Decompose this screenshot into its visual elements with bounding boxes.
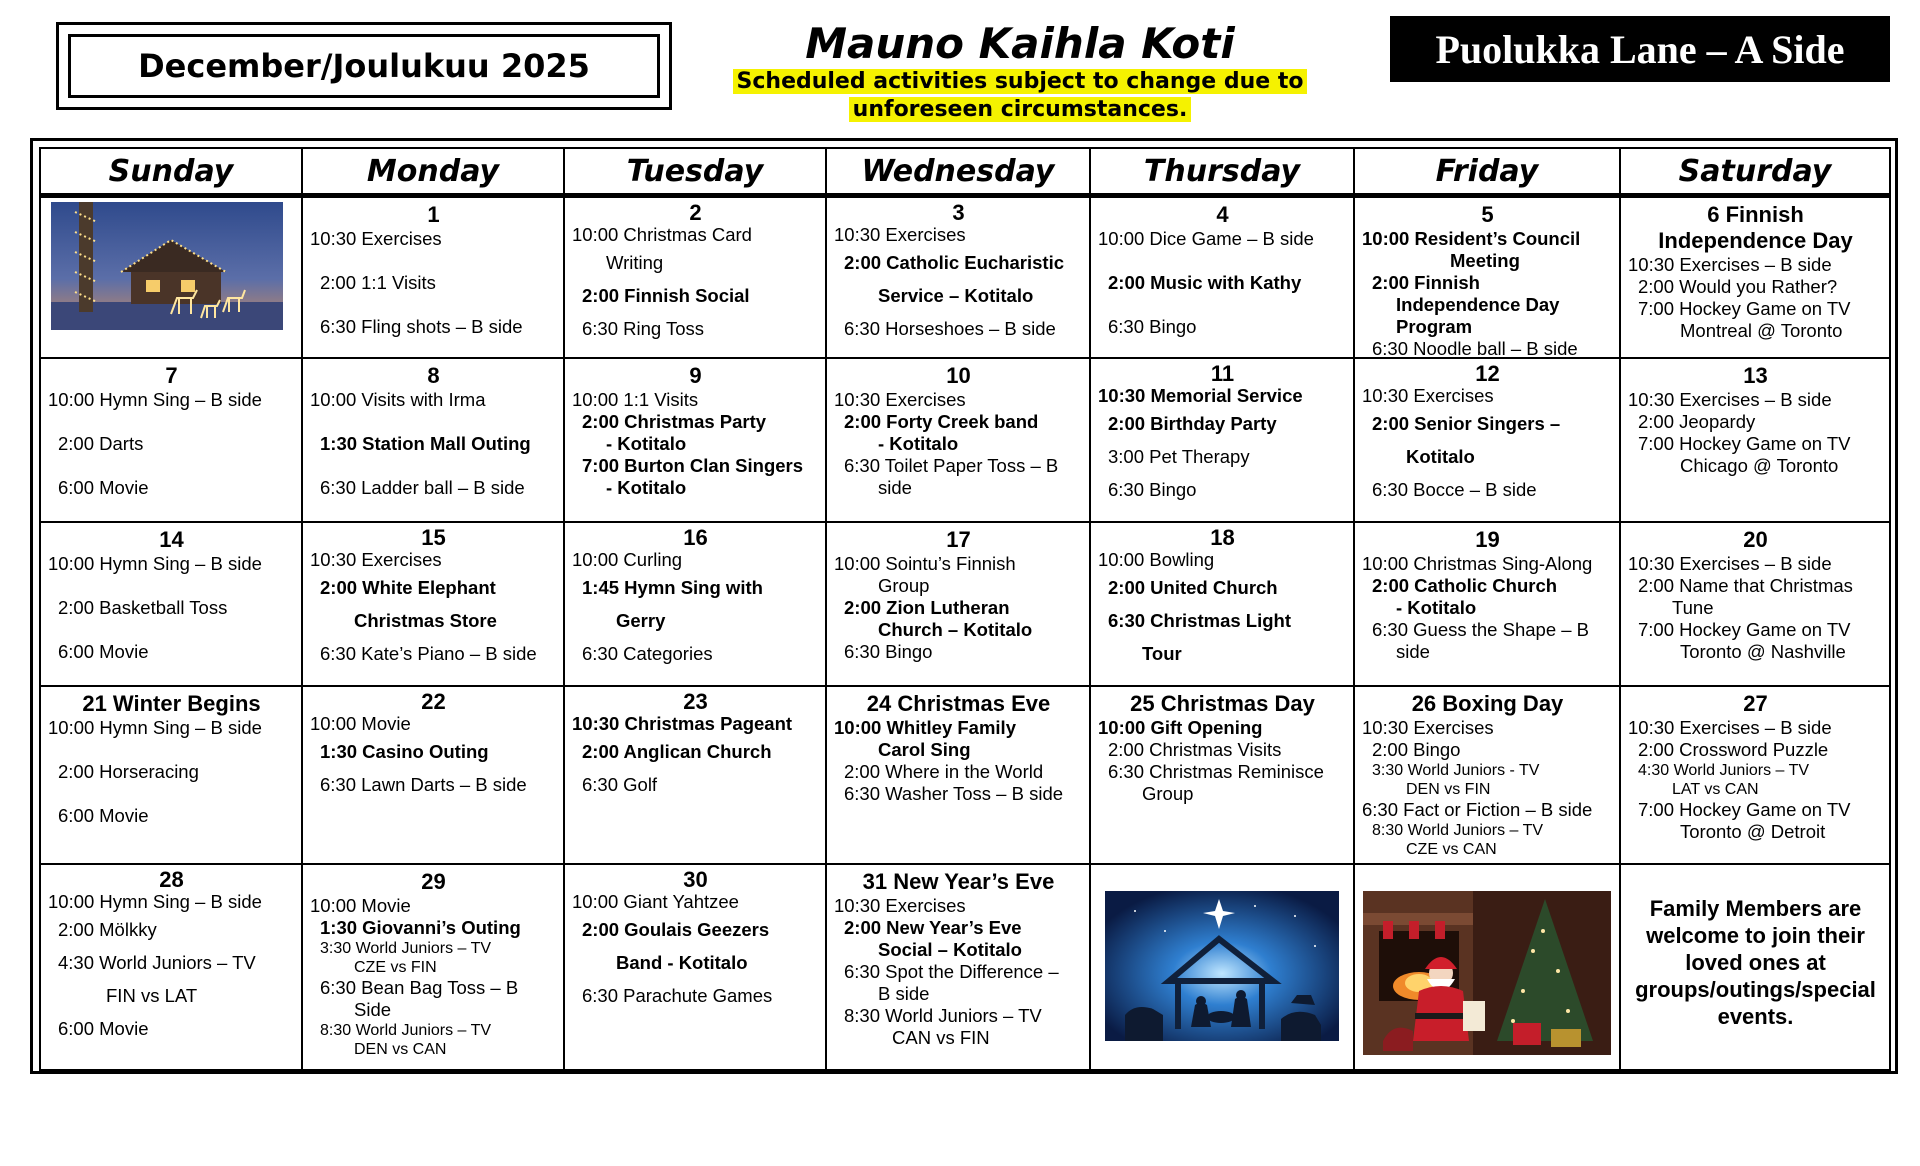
activity: 7:00 Burton Clan Singers (582, 455, 804, 476)
activity: 2:00 Goulais Geezers (582, 919, 770, 940)
activity: Band - Kotitalo (616, 952, 748, 973)
activity: 2:00 Forty Creek band (844, 411, 1039, 432)
activity: 2:00 Name that Christmas (1638, 575, 1853, 596)
day-number: 27 (1743, 691, 1768, 716)
activity: 6:30 Christmas Reminisce (1108, 761, 1324, 782)
activity: Montreal @ Toronto (1680, 320, 1843, 341)
day-number: 16 (683, 525, 708, 550)
day-number: 28 (159, 867, 184, 892)
day-cell-31 (825, 863, 1091, 1071)
activity: - Kotitalo (878, 433, 959, 454)
activity: 10:00 Resident’s Council (1362, 228, 1581, 249)
activity: Carol Sing (878, 739, 971, 760)
activity: 10:30 Exercises – B side (1628, 254, 1832, 275)
activity: 6:30 Categories (582, 643, 713, 664)
activity: Independence Day (1396, 294, 1560, 315)
activity: 6:00 Movie (58, 641, 149, 662)
day-cell-15 (301, 521, 565, 687)
activity: 7:00 Hockey Game on TV (1638, 433, 1851, 454)
day-cell-13 (1619, 357, 1891, 523)
activity: CZE vs FIN (354, 959, 437, 976)
day-number: 30 (683, 867, 708, 892)
activity: Toronto @ Nashville (1680, 641, 1846, 662)
day-cell-23 (563, 685, 827, 865)
day-cell-10 (825, 357, 1091, 523)
day-cell-26 (1353, 685, 1621, 865)
activity: Program (1396, 316, 1473, 337)
activity: Christmas Store (354, 610, 497, 631)
activity: 10:30 Exercises (834, 895, 966, 916)
day-cell-29 (301, 863, 565, 1071)
day-number: 15 (421, 525, 446, 550)
day-cell-19 (1353, 521, 1621, 687)
activity: 6:30 Horseshoes – B side (844, 318, 1056, 339)
activity: 6:30 Bingo (1108, 316, 1197, 337)
cell-empty-house-image (39, 193, 303, 359)
activity: 10:30 Memorial Service (1098, 385, 1303, 406)
activity: CAN vs FIN (892, 1027, 990, 1048)
activity: 10:00 Movie (310, 713, 411, 734)
activity: 3:30 World Juniors - TV (1372, 762, 1540, 779)
cell-santa (1353, 863, 1621, 1071)
day-number: 29 (421, 869, 446, 894)
activity: 8:30 World Juniors – TV (1372, 822, 1544, 839)
side-label: Puolukka Lane – A Side (1390, 16, 1890, 82)
activity: 10:30 Exercises (1362, 717, 1494, 738)
calendar-grid (40, 148, 1888, 1064)
day-number: 18 (1210, 525, 1235, 550)
day-cell-2 (563, 193, 827, 359)
day-number: 7 (165, 363, 178, 388)
activity: 6:30 Parachute Games (582, 985, 773, 1006)
activity: 10:00 Gift Opening (1098, 717, 1263, 738)
day-number: 17 (946, 527, 971, 552)
activity: 2:00 United Church (1108, 577, 1278, 598)
header-center (700, 20, 1340, 124)
day-header-wednesday: Wednesday (825, 147, 1091, 195)
activity: 10:00 Hymn Sing – B side (48, 553, 262, 574)
activity: 10:00 1:1 Visits (572, 389, 699, 410)
activity: Church – Kotitalo (878, 619, 1033, 640)
activity: 10:00 Christmas Sing-Along (1362, 553, 1593, 574)
activity: 1:30 Station Mall Outing (320, 433, 531, 454)
activity: Meeting (1450, 250, 1520, 271)
activity: 6:30 Washer Toss – B side (844, 783, 1064, 804)
activity: side (878, 477, 912, 498)
day-cell-12 (1353, 357, 1621, 523)
activity: 10:30 Exercises – B side (1628, 553, 1832, 574)
activity: 10:30 Exercises (834, 389, 966, 410)
activity: 6:00 Movie (58, 477, 149, 498)
day-header-sunday: Sunday (39, 147, 303, 195)
day-cell-8 (301, 357, 565, 523)
activity: 8:30 World Juniors – TV (320, 1022, 492, 1039)
activity: 6:00 Movie (58, 805, 149, 826)
activity: 10:30 Exercises (310, 549, 442, 570)
activity: DEN vs FIN (1406, 781, 1491, 798)
nativity-image (1105, 891, 1339, 1041)
activity: 2:00 Where in the World (844, 761, 1044, 782)
activity: 2:00 Mölkky (58, 919, 157, 940)
activity: 3:00 Pet Therapy (1108, 446, 1250, 467)
day-number: 4 (1216, 202, 1229, 227)
day-number: 23 (683, 689, 708, 714)
day-number: 1 (427, 202, 440, 227)
day-cell-6 (1619, 193, 1891, 359)
activity: 6:30 Noodle ball – B side (1372, 338, 1578, 359)
activity: 10:00 Curling (572, 549, 683, 570)
activity: B side (878, 983, 930, 1004)
activity: 10:00 Sointu’s Finnish (834, 553, 1016, 574)
day-cell-22 (301, 685, 565, 865)
day-cell-9 (563, 357, 827, 523)
activity: Toronto @ Detroit (1680, 821, 1826, 842)
activity: Tour (1142, 643, 1182, 664)
activity: 10:30 Exercises (834, 224, 966, 245)
day-cell-28 (39, 863, 303, 1071)
day-holiday: Independence Day (1658, 228, 1853, 253)
activity: 2:00 Senior Singers – (1372, 413, 1561, 434)
activity: FIN vs LAT (106, 985, 198, 1006)
activity: 2:00 Darts (58, 433, 144, 454)
month-title: December/Joulukuu 2025 (68, 34, 660, 98)
activity: 6:30 Lawn Darts – B side (320, 774, 527, 795)
cell-nativity (1089, 863, 1355, 1071)
activity: 2:00 Finnish Social (582, 285, 750, 306)
activity: 6:30 Guess the Shape – B (1372, 619, 1590, 640)
activity: side (1396, 641, 1430, 662)
day-number: 20 (1743, 527, 1768, 552)
home-name: Mauno Kaihla Koti (805, 19, 1235, 68)
activity: 2:00 Crossword Puzzle (1638, 739, 1829, 760)
day-cell-11 (1089, 357, 1355, 523)
activity: 6:30 Golf (582, 774, 658, 795)
day-number: 12 (1475, 361, 1500, 386)
activity: 1:30 Giovanni’s Outing (320, 917, 521, 938)
activity: 6:30 Bingo (844, 641, 933, 662)
day-cell-20 (1619, 521, 1891, 687)
activity: Group (1142, 783, 1194, 804)
activity: 6:30 Bocce – B side (1372, 479, 1537, 500)
activity: 10:30 Exercises – B side (1628, 717, 1832, 738)
activity: 10:30 Exercises – B side (1628, 389, 1832, 410)
activity: 7:00 Hockey Game on TV (1638, 619, 1851, 640)
day-number: 22 (421, 689, 446, 714)
day-cell-21 (39, 685, 303, 865)
day-number: 19 (1475, 527, 1500, 552)
cell-family-note (1619, 863, 1891, 1071)
day-cell-14 (39, 521, 303, 687)
notice-line-2: unforeseen circumstances. (849, 97, 1192, 122)
day-cell-1 (301, 193, 565, 359)
day-number: 3 (952, 200, 965, 225)
activity: Chicago @ Toronto (1680, 455, 1839, 476)
day-number: 6 Finnish (1707, 202, 1804, 227)
activity: 2:00 Catholic Eucharistic (844, 252, 1065, 273)
activity: 4:30 World Juniors – TV (1638, 762, 1810, 779)
day-number: 14 (159, 527, 184, 552)
activity: 8:30 World Juniors – TV (844, 1005, 1042, 1026)
day-number: 21 Winter Begins (82, 691, 261, 716)
notice (733, 68, 1308, 124)
activity: 2:00 Music with Kathy (1108, 272, 1302, 293)
activity: 10:00 Hymn Sing – B side (48, 891, 262, 912)
calendar (30, 138, 1898, 1074)
activity: 2:00 Would you Rather? (1638, 276, 1838, 297)
activity: 4:30 World Juniors – TV (58, 952, 256, 973)
activity: LAT vs CAN (1672, 781, 1759, 798)
activity: - Kotitalo (606, 477, 687, 498)
activity: 10:00 Christmas Card (572, 224, 752, 245)
activity: 6:30 Christmas Light (1108, 610, 1291, 631)
activity: 1:45 Hymn Sing with (582, 577, 763, 598)
day-cell-16 (563, 521, 827, 687)
activity: 7:00 Hockey Game on TV (1638, 799, 1851, 820)
activity: Writing (606, 252, 664, 273)
activity: 6:30 Spot the Difference – (844, 961, 1059, 982)
activity: 10:00 Hymn Sing – B side (48, 389, 262, 410)
month-title-box (56, 22, 672, 110)
family-note: Family Members are welcome to join their loved ones at groups/outings/special events. (1635, 896, 1876, 1029)
day-header-monday: Monday (301, 147, 565, 195)
notice-line-1: Scheduled activities subject to change due to (733, 69, 1308, 94)
activity: 6:30 Fling shots – B side (320, 316, 523, 337)
activity: 10:00 Whitley Family (834, 717, 1016, 738)
day-number: 5 (1481, 202, 1494, 227)
activity: Kotitalo (1406, 446, 1475, 467)
activity: 10:00 Hymn Sing – B side (48, 717, 262, 738)
day-cell-5 (1353, 193, 1621, 359)
day-cell-17 (825, 521, 1091, 687)
day-number: 9 (689, 363, 702, 388)
activity: 2:00 Christmas Visits (1108, 739, 1282, 760)
activity: 6:30 Bingo (1108, 479, 1197, 500)
day-cell-18 (1089, 521, 1355, 687)
activity: Tune (1672, 597, 1714, 618)
day-header-tuesday: Tuesday (563, 147, 827, 195)
day-cell-4 (1089, 193, 1355, 359)
activity: 2:00 White Elephant (320, 577, 496, 598)
activity: 6:30 Kate’s Piano – B side (320, 643, 537, 664)
activity: 10:30 Exercises (310, 228, 442, 249)
activity: 2:00 Bingo (1372, 739, 1461, 760)
day-number: 10 (946, 363, 971, 388)
day-number: 2 (689, 200, 702, 225)
activity: Gerry (616, 610, 666, 631)
activity: 1:30 Casino Outing (320, 741, 489, 762)
activity: 7:00 Hockey Game on TV (1638, 298, 1851, 319)
activity: CZE vs CAN (1406, 841, 1497, 858)
activity: 6:30 Fact or Fiction – B side (1362, 799, 1593, 820)
activity: 2:00 Jeopardy (1638, 411, 1756, 432)
activity: 2:00 Horseracing (58, 761, 199, 782)
day-number: 13 (1743, 363, 1768, 388)
activity: 3:30 World Juniors – TV (320, 940, 492, 957)
activity: 2:00 Finnish (1372, 272, 1480, 293)
activity: 10:30 Exercises (1362, 385, 1494, 406)
day-number: 25 Christmas Day (1130, 691, 1315, 716)
activity: - Kotitalo (1396, 597, 1477, 618)
activity: 2:00 Anglican Church (582, 741, 772, 762)
day-cell-7 (39, 357, 303, 523)
activity: 2:00 Christmas Party (582, 411, 767, 432)
activity: 6:30 Bean Bag Toss – B (320, 977, 519, 998)
activity: 10:00 Bowling (1098, 549, 1215, 570)
activity: 10:00 Movie (310, 895, 411, 916)
activity: 6:00 Movie (58, 1018, 149, 1039)
activity: 2:00 Birthday Party (1108, 413, 1277, 434)
activity: Service – Kotitalo (878, 285, 1034, 306)
day-cell-24 (825, 685, 1091, 865)
day-header-saturday: Saturday (1619, 147, 1891, 195)
activity: 2:00 Basketball Toss (58, 597, 228, 618)
day-number: 24 Christmas Eve (866, 691, 1051, 716)
day-number: 26 Boxing Day (1411, 691, 1564, 716)
activity: Side (354, 999, 392, 1020)
day-cell-25 (1089, 685, 1355, 865)
santa-image (1363, 891, 1611, 1055)
activity: 10:30 Christmas Pageant (572, 713, 793, 734)
day-header-thursday: Thursday (1089, 147, 1355, 195)
activity: 2:00 New Year’s Eve (844, 917, 1022, 938)
day-cell-30 (563, 863, 827, 1071)
activity: 2:00 Catholic Church (1372, 575, 1558, 596)
christmas-house-image (51, 202, 283, 330)
activity: Social – Kotitalo (878, 939, 1022, 960)
activity: 6:30 Ring Toss (582, 318, 705, 339)
day-number: 31 New Year’s Eve (862, 869, 1055, 894)
day-header-friday: Friday (1353, 147, 1621, 195)
activity: 10:00 Visits with Irma (310, 389, 486, 410)
activity: DEN vs CAN (354, 1041, 447, 1058)
activity: 2:00 1:1 Visits (320, 272, 436, 293)
day-cell-3 (825, 193, 1091, 359)
day-number: 8 (427, 363, 440, 388)
activity: 6:30 Toilet Paper Toss – B (844, 455, 1059, 476)
activity: 6:30 Ladder ball – B side (320, 477, 525, 498)
day-number: 11 (1210, 361, 1235, 386)
day-cell-27 (1619, 685, 1891, 865)
activity: 2:00 Zion Lutheran (844, 597, 1010, 618)
activity: Group (878, 575, 930, 596)
activity: - Kotitalo (606, 433, 687, 454)
activity: 10:00 Dice Game – B side (1098, 228, 1314, 249)
activity: 10:00 Giant Yahtzee (572, 891, 739, 912)
